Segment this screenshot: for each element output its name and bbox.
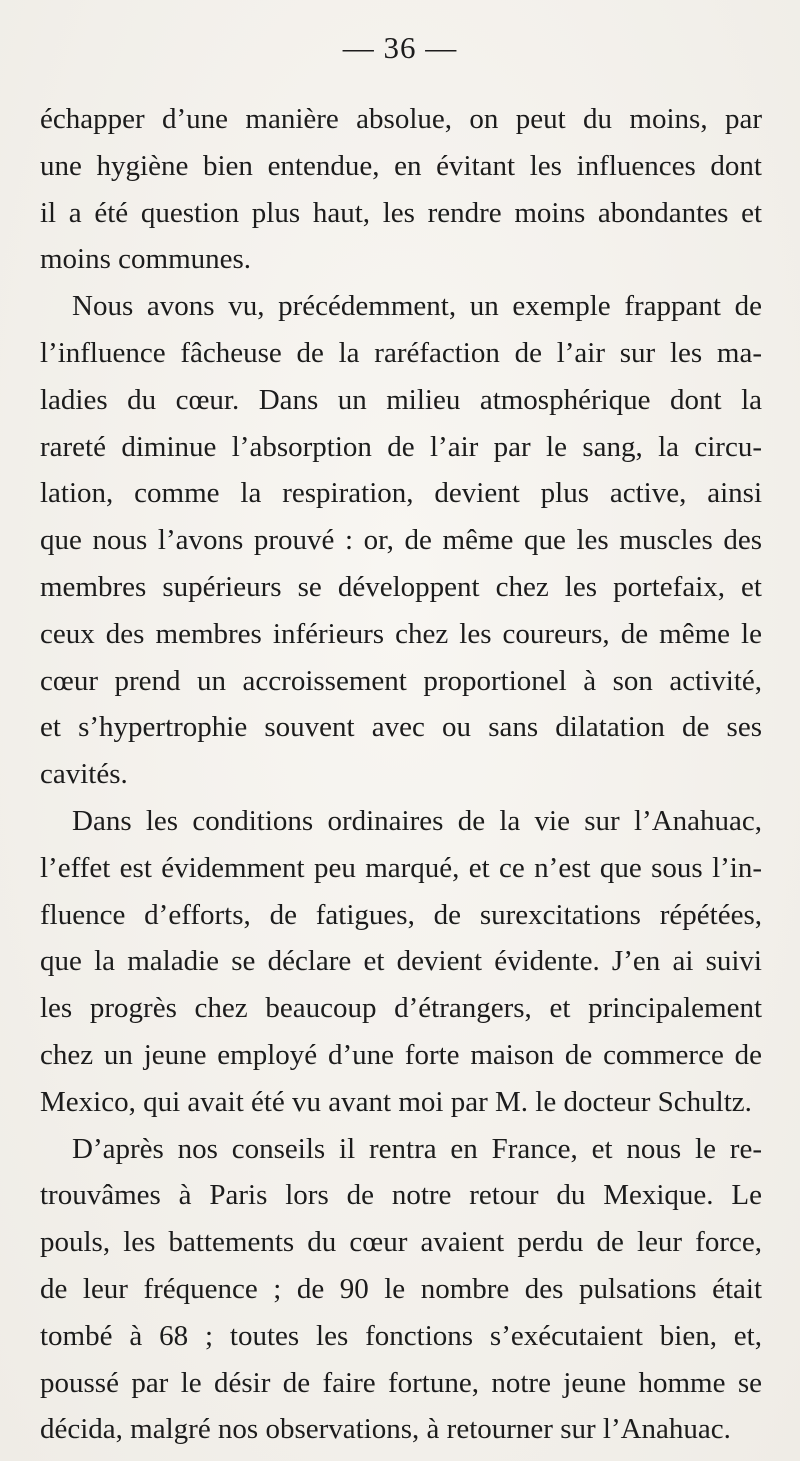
text-line: lation, comme la respiration, devient plus active, ainsi [40, 477, 762, 510]
text-line: pouls, les battements du cœur avaient perdu de leur force, [40, 1226, 762, 1259]
text-line: décida, malgré nos observations, à retourner sur l’Anahuac. [40, 1413, 731, 1446]
page-text [40, 96, 762, 1453]
text-line: l’effet est évidemment peu marqué, et ce n’est que sous l’in- [40, 851, 762, 884]
text-line: rareté diminue l’absorption de l’air par le sang, la circu- [40, 430, 762, 463]
text-line: les progrès chez beaucoup d’étrangers, et principalement [40, 992, 762, 1025]
paragraph [40, 798, 762, 1126]
text-line: de leur fréquence ; de 90 le nombre des pulsations était [40, 1272, 762, 1305]
text-line: D’après nos conseils il rentra en France, et nous le re- [72, 1132, 762, 1165]
paragraph [40, 1126, 762, 1454]
paragraph [40, 283, 762, 798]
text-line: l’influence fâcheuse de la raréfaction de l’air sur les ma- [40, 336, 762, 369]
text-line: moins communes. [40, 243, 252, 276]
text-line: membres supérieurs se développent chez les portefaix, et [40, 570, 762, 603]
text-line: poussé par le désir de faire fortune, notre jeune homme se [40, 1366, 762, 1399]
text-line: fluence d’efforts, de fatigues, de surexcitations répétées, [40, 898, 762, 931]
text-line: échapper d’une manière absolue, on peut du moins, par [40, 103, 762, 135]
text-line: que nous l’avons prouvé : or, de même que les muscles des [40, 524, 762, 557]
text-line: Mexico, qui avait été vu avant moi par M. le docteur Schultz. [40, 1085, 752, 1118]
text-line: cœur prend un accroissement proportionel à son activité, [40, 664, 762, 697]
page-number: — 36 — [342, 30, 458, 65]
text-line: ladies du cœur. Dans un milieu atmosphérique dont la [40, 383, 762, 416]
text-line: Dans les conditions ordinaires de la vie sur l’Anahuac, [72, 804, 762, 837]
text-line: que la maladie se déclare et devient évidente. J’en ai suivi [40, 945, 762, 978]
text-line: et s’hypertrophie souvent avec ou sans dilatation de ses [40, 711, 762, 744]
text-line: Nous avons vu, précédemment, un exemple frappant de [72, 290, 762, 323]
text-line: une hygiène bien entendue, en évitant les influences dont [40, 149, 762, 182]
text-line: chez un jeune employé d’une forte maison de commerce de [40, 1038, 762, 1071]
text-line: il a été question plus haut, les rendre moins abondantes et [40, 196, 762, 229]
text-line: tombé à 68 ; toutes les fonctions s’exécutaient bien, et, [40, 1319, 762, 1352]
text-line: trouvâmes à Paris lors de notre retour du Mexique. Le [40, 1179, 762, 1212]
paragraph [40, 96, 762, 283]
text-line: ceux des membres inférieurs chez les coureurs, de même le [40, 617, 762, 650]
text-line: cavités. [40, 758, 128, 791]
